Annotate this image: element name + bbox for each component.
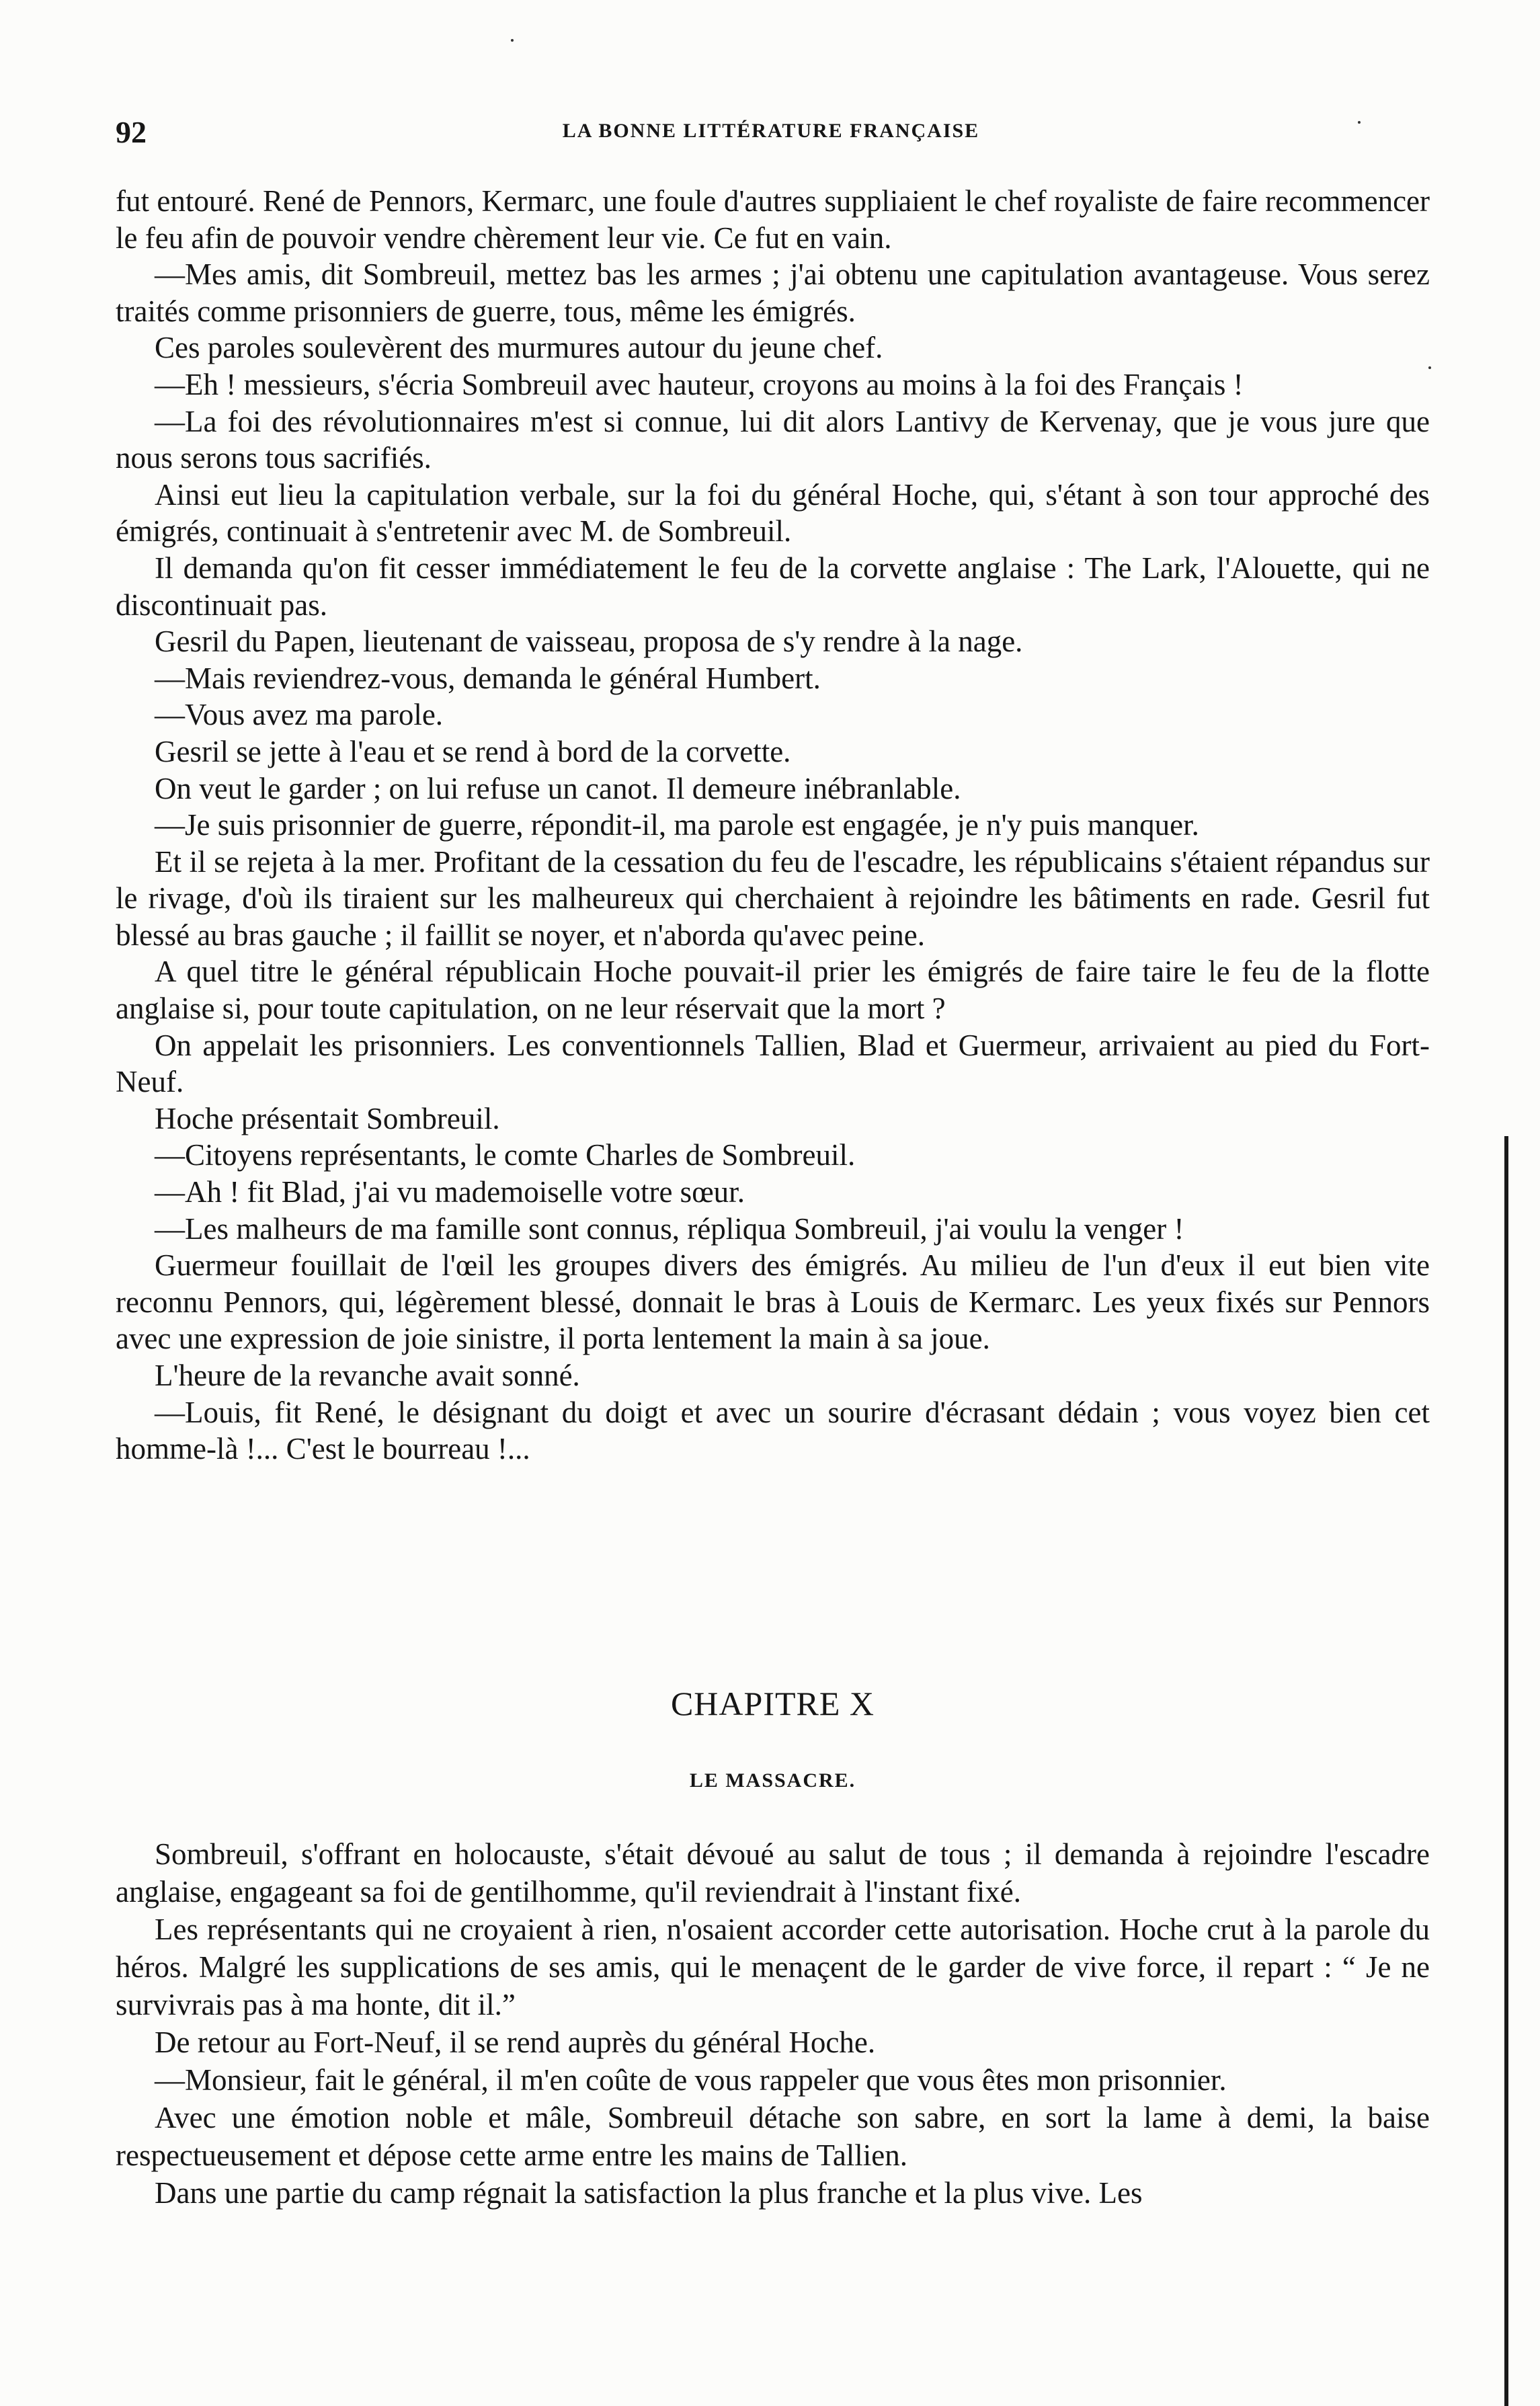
paragraph: Gesril se jette à l'eau et se rend à bord de la corvette.: [155, 734, 791, 768]
paragraph: —Ah ! fit Blad, j'ai vu mademoiselle votre sœur.: [155, 1175, 745, 1209]
paragraph: —Les malheurs de ma famille sont connus, répliqua Sombreuil, j'ai voulu la venger !: [155, 1211, 1184, 1246]
paragraph: Gesril du Papen, lieutenant de vaisseau, proposa de s'y rendre à la nage.: [155, 625, 1023, 659]
paragraph: Avec une émotion noble et mâle, Sombreuil détache son sabre, en sort la lame à demi, la baise respectueusement et dépose cette arme entre les mains de Tallien.: [116, 2101, 1430, 2172]
paragraph: —Mes amis, dit Sombreuil, mettez bas les armes ; j'ai obtenu une capitulation avantageuse. Vous serez traités comme prisonniers de guerre, tous, même les émigrés.: [116, 257, 1430, 328]
chapter-subtitle: LE MASSACRE.: [689, 1769, 856, 1792]
paragraph: Ces paroles soulevèrent des murmures autour du jeune chef.: [155, 331, 883, 365]
paragraph: Hoche présentait Sombreuil.: [155, 1101, 500, 1135]
paragraph: Il demanda qu'on fit cesser immédiatement le feu de la corvette anglaise : The Lark, l'Alouette, qui ne discontinuait pas.: [116, 551, 1430, 622]
paragraph: L'heure de la revanche avait sonné.: [155, 1359, 580, 1392]
ink-speck: [1428, 366, 1431, 369]
ink-speck: [1358, 121, 1361, 124]
paragraph: Dans une partie du camp régnait la satisfaction la plus franche et la plus vive. Les: [155, 2176, 1143, 2210]
paragraph: Les représentants qui ne croyaient à rien, n'osaient accorder cette autorisation. Hoche crut à la parole du héros. Malgré les supplications de ses amis, qui le menaçent de le garder de vive force, il repart : “ Je ne survivrais pas à ma honte, dit il.”: [116, 1913, 1430, 2021]
chapter-text: [116, 1835, 1430, 2212]
page-edge-rule: [1504, 1136, 1508, 2406]
paragraph: —Je suis prisonnier de guerre, répondit-il, ma parole est engagée, je n'y puis manquer.: [155, 808, 1199, 842]
paragraph: —Citoyens représentants, le comte Charles de Sombreuil.: [155, 1138, 856, 1172]
paragraph: Ainsi eut lieu la capitulation verbale, sur la foi du général Hoche, qui, s'étant à son tour approché des émigrés, continuait à s'entretenir avec M. de Sombreuil.: [116, 477, 1430, 549]
running-head: [116, 114, 1426, 155]
paragraph: —Eh ! messieurs, s'écria Sombreuil avec hauteur, croyons au moins à la foi des Français !: [155, 367, 1244, 401]
paragraph: —Louis, fit René, le désignant du doigt et avec un sourire d'écrasant dédain ; vous voyez bien cet homme-là !... C'est le bourreau !...: [116, 1395, 1430, 1466]
chapter-heading: CHAPITRE X: [670, 1685, 875, 1722]
paragraph: —La foi des révolutionnaires m'est si connue, lui dit alors Lantivy de Kervenay, que je vous jure que nous serons tous sacrifiés.: [116, 404, 1430, 475]
paragraph: —Mais reviendrez-vous, demanda le général Humbert.: [155, 661, 821, 695]
body-text: [116, 183, 1430, 1468]
ink-speck: [511, 39, 514, 42]
paragraph: —Monsieur, fait le général, il m'en coûte de vous rappeler que vous êtes mon prisonnier.: [155, 2063, 1227, 2097]
running-title: LA BONNE LITTÉRATURE FRANÇAISE: [562, 120, 980, 142]
page-number: 92: [116, 115, 147, 149]
paragraph: Guermeur fouillait de l'œil les groupes divers des émigrés. Au milieu de l'un d'eux il eut bien vite reconnu Pennors, qui, légèrement blessé, donnait le bras à Louis de Kermarc. Les yeux fixés sur Pennors avec une expression de joie sinistre, il porta lentement la main à sa joue.: [116, 1248, 1430, 1356]
paragraph: On appelait les prisonniers. Les conventionnels Tallien, Blad et Guermeur, arrivaient au pied du Fort-Neuf.: [116, 1028, 1430, 1099]
paragraph: Et il se rejeta à la mer. Profitant de la cessation du feu de l'escadre, les républicains s'étaient répandus sur le rivage, d'où ils tiraient sur les malheureux qui cherchaient à rejoindre les bâtiments en rade. Gesril fut blessé au bras gauche ; il faillit se noyer, et n'aborda qu'avec peine.: [116, 844, 1430, 952]
paragraph: A quel titre le général républicain Hoche pouvait-il prier les émigrés de faire taire le feu de la flotte anglaise si, pour toute capitulation, on ne leur réservait que la mort ?: [116, 955, 1430, 1026]
paragraph: On veut le garder ; on lui refuse un canot. Il demeure inébranlable.: [155, 771, 961, 805]
paragraph: De retour au Fort-Neuf, il se rend auprès du général Hoche.: [155, 2026, 876, 2059]
paragraph: —Vous avez ma parole.: [155, 698, 444, 732]
paragraph: Sombreuil, s'offrant en holocauste, s'était dévoué au salut de tous ; il demanda à rejoindre l'escadre anglaise, engageant sa foi de gentilhomme, qu'il reviendrait à l'instant fixé.: [116, 1837, 1430, 1909]
paragraph: fut entouré. René de Pennors, Kermarc, une foule d'autres suppliaient le chef royaliste de faire recommencer le feu afin de pouvoir vendre chèrement leur vie. Ce fut en vain.: [116, 184, 1430, 255]
